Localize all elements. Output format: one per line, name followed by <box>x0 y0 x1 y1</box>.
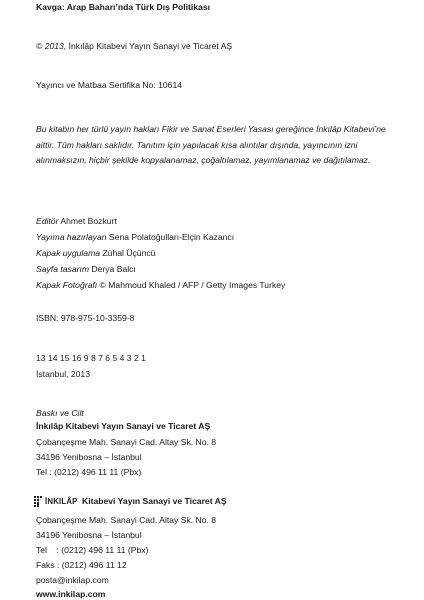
credit-role: Kapak Fotoğrafı <box>36 280 98 290</box>
copyright-holder: İnkılâp Kitabevi Yayın Sanayi ve Ticaret AŞ <box>66 41 233 51</box>
copyright-line <box>36 41 232 52</box>
rights-notice: Bu kitabın her türlü yayın hakları Fikir ve Sanat Eserleri Yasası gereğince İnkılâp Kitabevi’ne aittir. Tüm hakları saklıdır. Tanıtım için yapılacak kısa alıntılar dışında, yayıncının izni alınmaksızın, hiçbir şekilde kopyalanamaz, çoğaltılamaz, yayımlanamaz ve dağıtılamaz. <box>36 124 386 165</box>
credit-name: Derya Balcı <box>89 264 136 274</box>
credit-page-design <box>36 264 136 275</box>
credit-role: Sayfa tasarım <box>36 264 90 274</box>
credit-editor <box>36 216 117 227</box>
isbn: ISBN: 978-975-10-3359-8 <box>36 313 135 323</box>
certificate-number: Yayıncı ve Matbaa Sertifika No: 10614 <box>36 80 183 90</box>
printer-address: Çobançeşme Mah. Sanayi Cad. Altay Sk. No. 8 <box>36 437 217 447</box>
copyright-year: © 2013, <box>36 41 67 51</box>
printer-name: İnkılâp Kitabevi Yayın Sanayi ve Ticaret AŞ <box>36 421 211 431</box>
publisher-logo-mark-icon <box>34 496 43 507</box>
credit-role: Kapak uygulama <box>36 248 101 258</box>
publisher-email[interactable]: posta@inkilap.com <box>36 575 109 585</box>
print-city-year: İstanbul, 2013 <box>36 369 90 379</box>
publisher-website[interactable]: www.inkilap.com <box>36 589 106 599</box>
credit-cover-photo <box>36 280 285 291</box>
publisher-logo <box>34 495 78 507</box>
printer-district: 34196 Yenibosna – İstanbul <box>36 452 142 462</box>
publisher-address: Çobançeşme Mah. Sanayi Cad. Altay Sk. No. 8 <box>36 515 217 525</box>
print-sequence: 13 14 15 16 9 8 7 6 5 4 3 2 1 <box>36 353 146 363</box>
credit-name: Sena Polatoğulları-Elçin Kazancı <box>106 232 235 242</box>
credit-preparation <box>36 232 234 243</box>
book-title: Kavga: Arap Baharı’nda Türk Dış Politikası <box>36 2 210 12</box>
printer-heading: Baskı ve Cilt <box>36 408 84 418</box>
credit-name: Zühal Üçüncü <box>100 248 156 258</box>
credit-name: Ahmet Bozkurt <box>58 216 117 226</box>
credit-name: © Mahmoud Khaled / AFP / Getty Images Turkey <box>97 280 286 290</box>
credit-role: Yayıma hazırlayan <box>36 232 107 242</box>
publisher-phone: Tel : (0212) 496 11 11 (Pbx) <box>36 545 149 555</box>
credit-role: Editör <box>36 216 59 226</box>
publisher-logo-text: İNKILÂP <box>45 496 78 506</box>
credit-cover-application <box>36 248 155 259</box>
printer-phone: Tel : (0212) 496 11 11 (Pbx) <box>36 467 142 477</box>
publisher-district: 34196 Yenibosna – İstanbul <box>36 530 142 540</box>
publisher-fax: Faks : (0212) 496 11 12 <box>36 560 127 570</box>
publisher-name: Kitabevi Yayın Sanayi ve Ticaret AŞ <box>82 496 227 506</box>
